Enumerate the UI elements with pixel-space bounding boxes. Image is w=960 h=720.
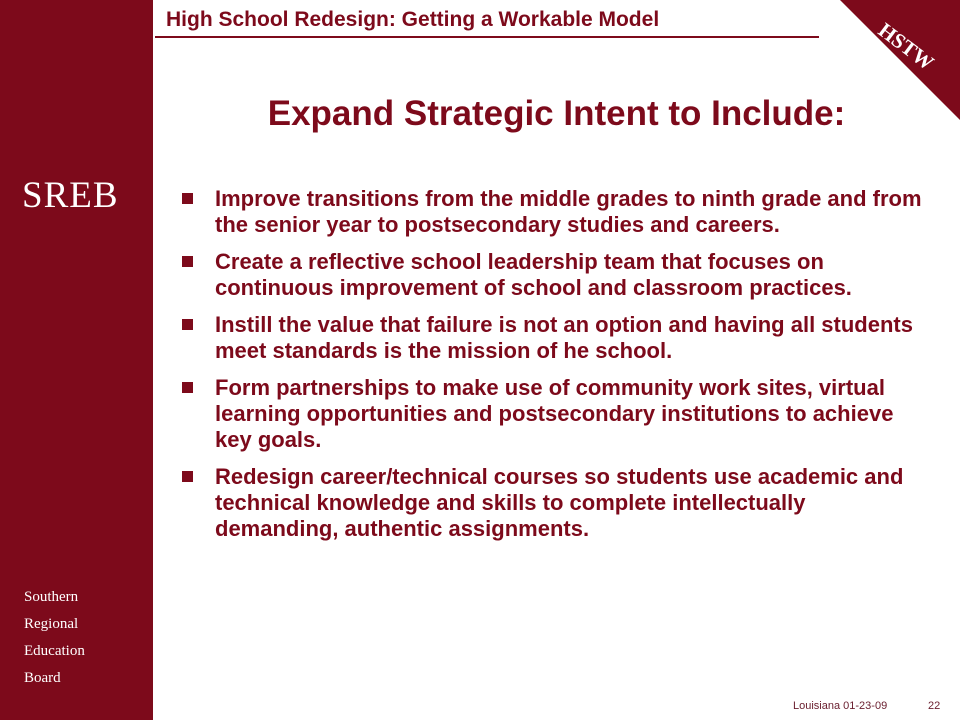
corner-badge-label: HSTW — [873, 17, 939, 75]
bullet-square-icon — [182, 382, 193, 393]
header-divider — [155, 36, 819, 38]
bullet-item — [182, 312, 922, 364]
bullet-list — [182, 186, 922, 553]
org-line: Education — [24, 643, 85, 659]
sidebar — [0, 0, 153, 720]
bullet-text: Instill the value that failure is not an option and having all students meet standards is the mission of he school. — [215, 312, 913, 363]
sreb-logo: SREB — [22, 175, 119, 216]
page-number: 22 — [928, 700, 941, 712]
bullet-item — [182, 464, 922, 542]
bullet-item — [182, 186, 922, 238]
bullet-square-icon — [182, 319, 193, 330]
bullet-square-icon — [182, 471, 193, 482]
bullet-item — [182, 375, 922, 453]
organization-name — [24, 584, 85, 692]
bullet-square-icon — [182, 256, 193, 267]
slide-title: Expand Strategic Intent to Include: — [267, 94, 846, 133]
bullet-item — [182, 249, 922, 301]
bullet-square-icon — [182, 193, 193, 204]
bullet-text: Improve transitions from the middle grades to ninth grade and from the senior year to postsecondary studies and careers. — [215, 186, 922, 237]
bullet-text: Form partnerships to make use of community work sites, virtual learning opportunities and postsecondary institutions to achieve key goals. — [215, 375, 894, 452]
org-line: Board — [24, 670, 61, 686]
footer-date: Louisiana 01-23-09 — [793, 700, 888, 712]
bullet-text: Redesign career/technical courses so students use academic and technical knowledge and skills to complete intellectually demanding, authentic assignments. — [215, 464, 904, 541]
org-line: Southern — [24, 589, 79, 605]
bullet-text: Create a reflective school leadership team that focuses on continuous improvement of school and classroom practices. — [215, 249, 852, 300]
org-line: Regional — [24, 616, 79, 632]
header-title: High School Redesign: Getting a Workable Model — [166, 8, 660, 31]
